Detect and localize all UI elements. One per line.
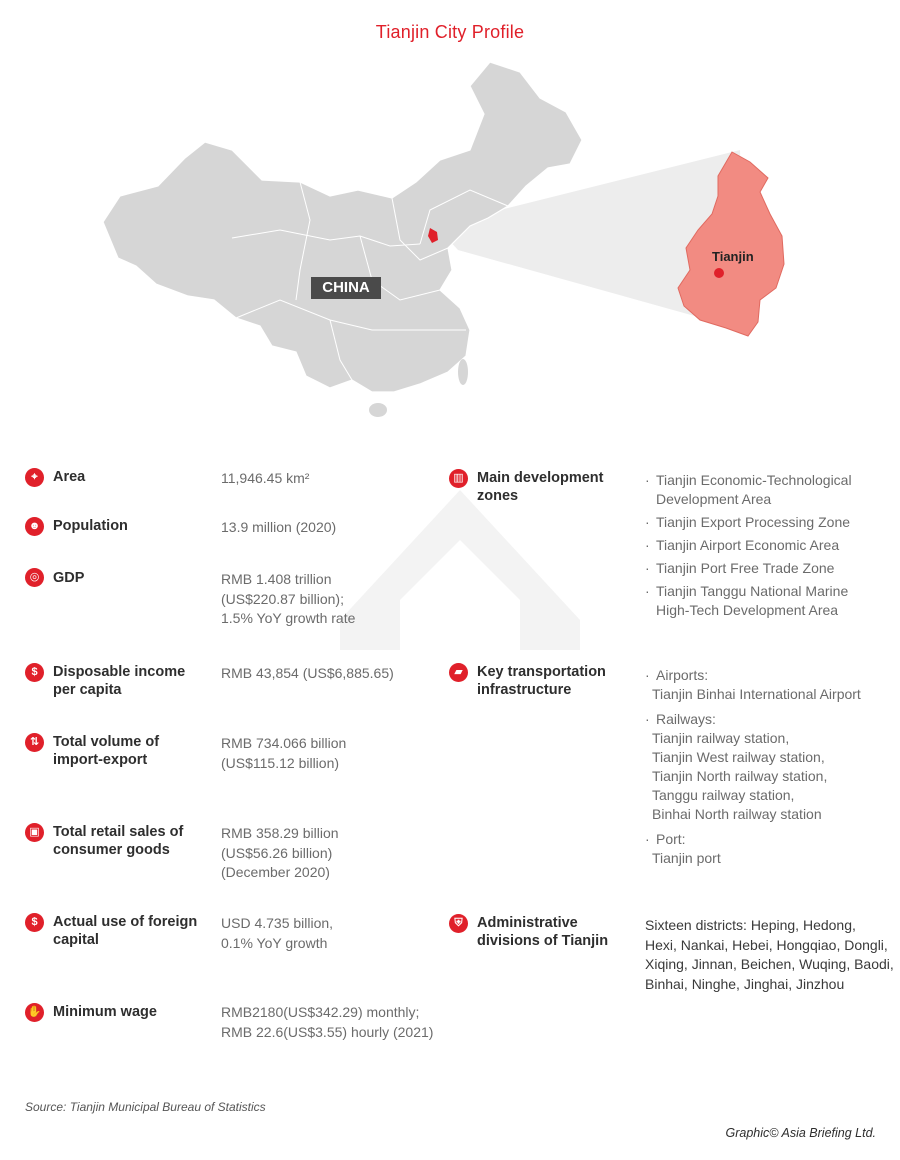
people-icon: ☻ — [25, 517, 44, 536]
list-item: · Tianjin Tanggu National Marine High-Tech Development Area — [645, 583, 849, 618]
population-label: Population — [53, 518, 128, 534]
page-title: Tianjin City Profile — [375, 22, 525, 42]
area-label: Area — [53, 469, 86, 485]
income-value: RMB 43,854 (US$6,885.65) — [221, 665, 394, 681]
list-item: · Tianjin Airport Economic Area — [645, 537, 840, 553]
gdp-value: RMB 1.408 trillion (US$220.87 billion); 1.5% YoY growth rate — [221, 571, 356, 626]
list-item: · Port: Tianjin port — [645, 831, 721, 866]
admin-value: Sixteen districts: Heping, Hedong, Hexi, Nankai, Hebei, Hongqiao, Dongli, Xiqing, Jinnan, Beichen, Wuqing, Baodi, Binhai, Ninghe, Jinghai, Jinzhou — [645, 917, 894, 992]
retail-label: Total retail sales of consumer goods — [53, 824, 184, 858]
minimum-wage-value: RMB2180(US$342.29) monthly; RMB 22.6(US$3.55) hourly (2021) — [221, 1004, 434, 1040]
list-item: · Tianjin Export Processing Zone — [645, 514, 851, 530]
shield-icon: ⛨ — [449, 914, 468, 933]
list-item: · Tianjin Port Free Trade Zone — [645, 560, 835, 576]
transport-list — [645, 666, 895, 868]
retail-value: RMB 358.29 billion (US$56.26 billion) (December 2020) — [221, 825, 339, 880]
tianjin-marker — [714, 268, 724, 278]
transport-label: Key transportation infrastructure — [477, 664, 606, 698]
credit: Graphic© Asia Briefing Ltd. — [725, 1126, 876, 1140]
area-value: 11,946.45 km² — [221, 470, 310, 486]
import-export-value: RMB 734.066 billion (US$115.12 billion) — [221, 735, 347, 771]
taiwan-island — [458, 359, 468, 385]
hand-coin-icon: ✋ — [25, 1003, 44, 1022]
list-item: · Tianjin Economic-Technological Development Area — [645, 472, 852, 507]
list-item: · Railways: Tianjin railway station, Tianjin West railway station, Tianjin North railway station, Tanggu railway station, Binhai North railway station — [645, 711, 828, 822]
truck-icon: ▰ — [449, 663, 468, 682]
country-label: CHINA — [311, 277, 381, 299]
dollar-coin-icon: $ — [25, 913, 44, 932]
import-export-arrows-icon: ⇅ — [25, 733, 44, 752]
china-map — [0, 0, 900, 440]
box-icon: ▣ — [25, 823, 44, 842]
list-item: · Airports: Tianjin Binhai International Airport — [645, 667, 861, 702]
zones-list — [645, 471, 895, 620]
import-export-label: Total volume of import-export — [53, 734, 160, 768]
admin-label: Administrative divisions of Tianjin — [477, 915, 609, 949]
building-icon: ▥ — [449, 469, 468, 488]
foreign-capital-label: Actual use of foreign capital — [53, 914, 198, 948]
dollar-coin-icon: $ — [25, 663, 44, 682]
income-label: Disposable income per capita — [53, 664, 186, 698]
zones-label: Main development zones — [477, 470, 604, 504]
gdp-label: GDP — [53, 570, 85, 586]
city-label: Tianjin — [712, 249, 754, 264]
foreign-capital-value: USD 4.735 billion, 0.1% YoY growth — [221, 915, 334, 951]
source-note: Source: Tianjin Municipal Bureau of Statistics — [25, 1100, 266, 1114]
minimum-wage-label: Minimum wage — [53, 1004, 157, 1020]
location-pin-icon: ⌖ — [25, 468, 44, 487]
globe-icon: ◎ — [25, 568, 44, 587]
hainan-island — [369, 403, 387, 417]
population-value: 13.9 million (2020) — [221, 519, 337, 535]
